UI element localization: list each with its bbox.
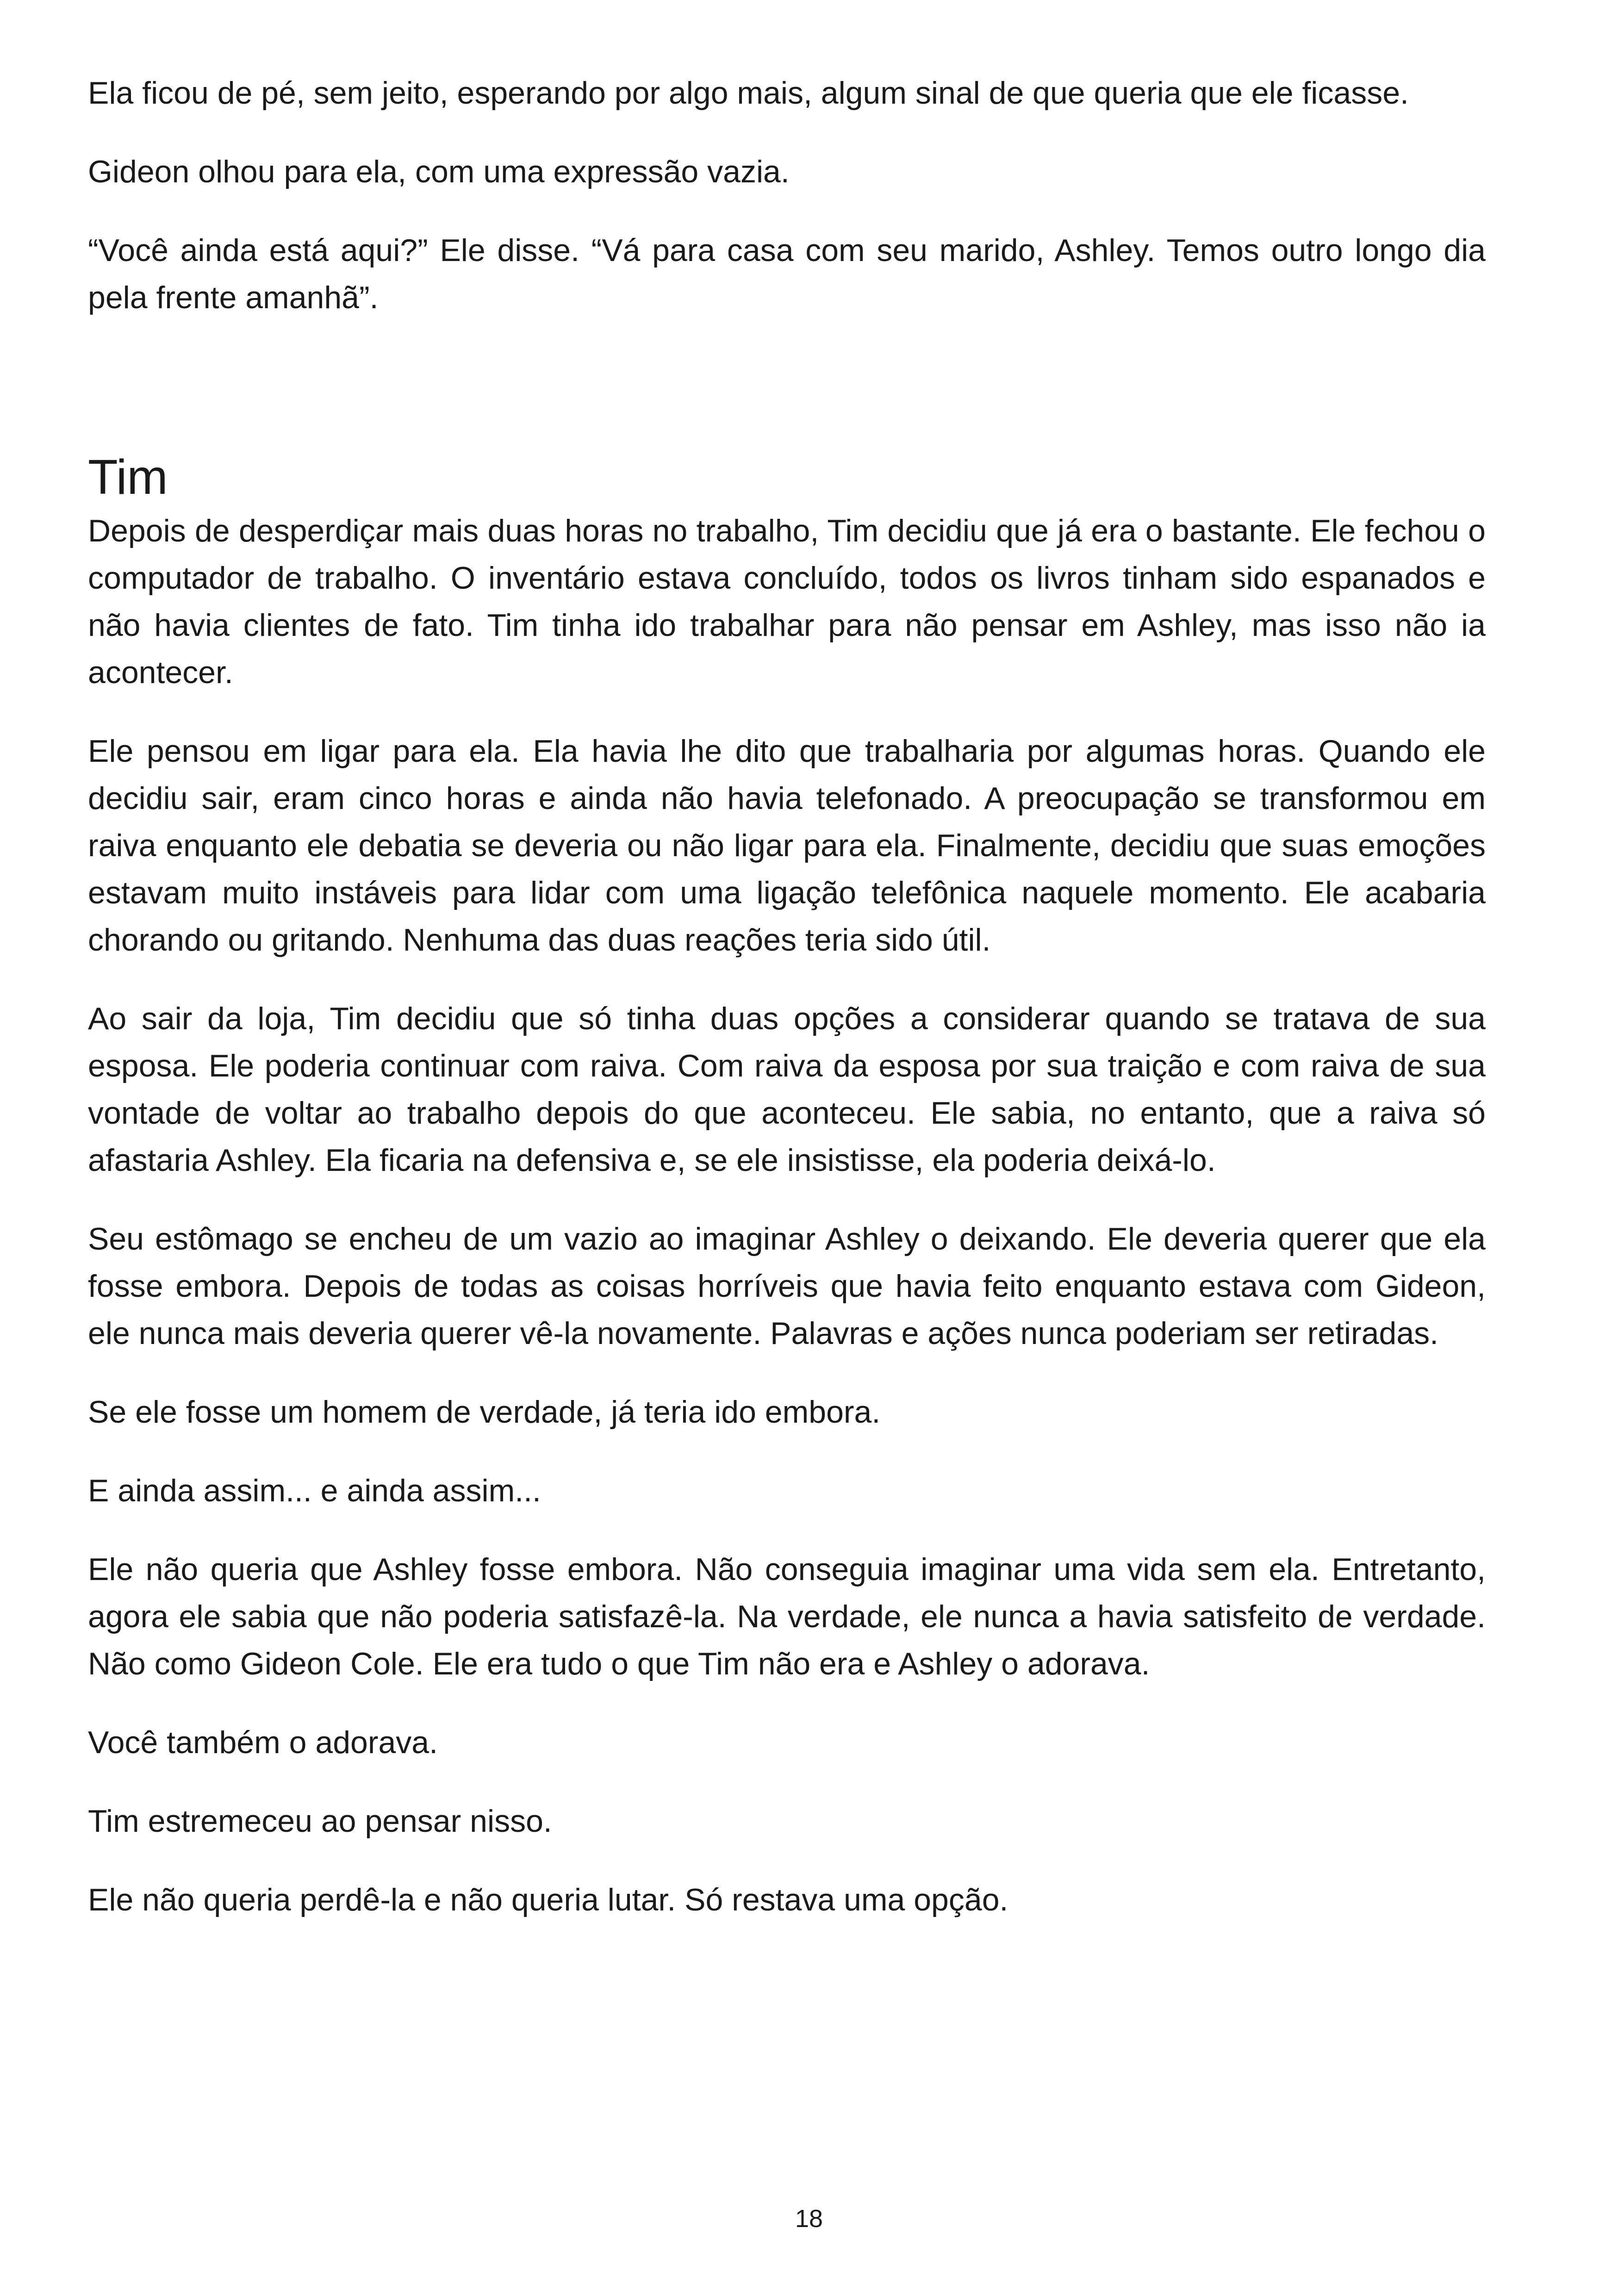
paragraph: Seu estômago se encheu de um vazio ao imaginar Ashley o deixando. Ele deveria querer que ela fosse embora. Depois de todas as coisas horríveis que havia feito enquanto estava com Gideon, ele nunca mais deveria querer vê-la novamente. Palavras e ações nunca poderiam ser retiradas. — [88, 1221, 1486, 1351]
paragraph: E ainda assim... e ainda assim... — [88, 1473, 541, 1508]
paragraph: Se ele fosse um homem de verdade, já teria ido embora. — [88, 1394, 881, 1430]
paragraph: Ele pensou em ligar para ela. Ela havia lhe dito que trabalharia por algumas horas. Quando ele decidiu sair, eram cinco horas e ainda não havia telefonado. A preocupação se transformou em raiva enquanto ele debatia se deveria ou não ligar para ela. Finalmente, decidiu que suas emoções estavam muito instáveis para lidar com uma ligação telefônica naquele momento. Ele acabaria chorando ou gritando. Nenhuma das duas reações teria sido útil. — [88, 734, 1486, 958]
paragraph: Tim estremeceu ao pensar nisso. — [88, 1804, 552, 1839]
paragraph: Depois de desperdiçar mais duas horas no trabalho, Tim decidiu que já era o bastante. Ele fechou o computador de trabalho. O inventário estava concluído, todos os livros tinham sido espanados e não havia clientes de fato. Tim tinha ido trabalhar para não pensar em Ashley, mas isso não ia acontecer. — [88, 513, 1486, 690]
page-number: 18 — [795, 2205, 823, 2233]
paragraph: Ao sair da loja, Tim decidiu que só tinha duas opções a considerar quando se tratava de sua esposa. Ele poderia continuar com raiva. Com raiva da esposa por sua traição e com raiva de sua vontade de voltar ao trabalho depois do que aconteceu. Ele sabia, no entanto, que a raiva só afastaria Ashley. Ela ficaria na defensiva e, se ele insistisse, ela poderia deixá-lo. — [88, 1001, 1486, 1178]
paragraph: Ela ficou de pé, sem jeito, esperando por algo mais, algum sinal de que queria que ele ficasse. — [88, 75, 1409, 111]
paragraph: Gideon olhou para ela, com uma expressão vazia. — [88, 154, 790, 189]
paragraph: Ele não queria que Ashley fosse embora. Não conseguia imaginar uma vida sem ela. Entretanto, agora ele sabia que não poderia satisfazê-la. Na verdade, ele nunca a havia satisfeito de verdade. Não como Gideon Cole. Ele era tudo o que Tim não era e Ashley o adorava. — [88, 1552, 1486, 1681]
chapter-title: Tim — [88, 450, 168, 504]
paragraph: Ele não queria perdê-la e não queria lutar. Só restava uma opção. — [88, 1882, 1008, 1917]
paragraph: Você também o adorava. — [88, 1725, 438, 1760]
page-body — [88, 69, 1486, 1955]
paragraph: “Você ainda está aqui?” Ele disse. “Vá para casa com seu marido, Ashley. Temos outro longo dia pela frente amanhã”. — [88, 233, 1486, 315]
